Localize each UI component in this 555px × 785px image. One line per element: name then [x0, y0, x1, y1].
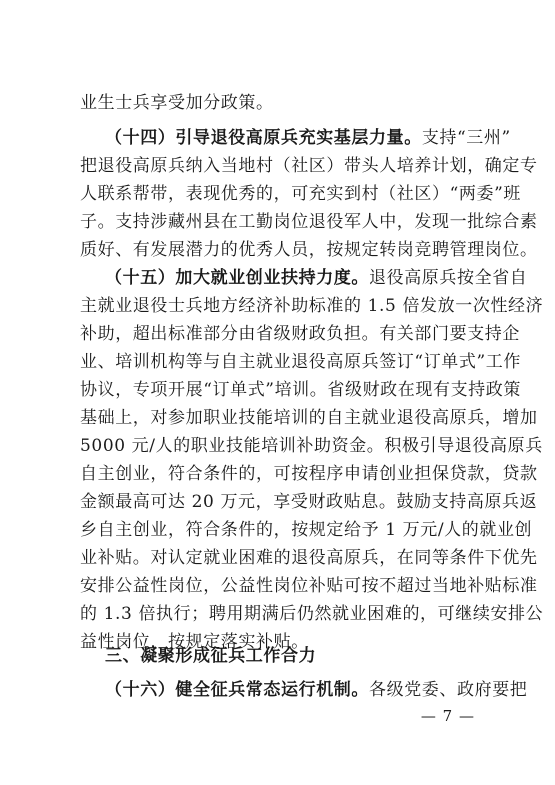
body-line — [80, 575, 538, 597]
line-text: 退役高原兵按全省自 — [369, 268, 528, 288]
line-text: 益性岗位，按规定落实补贴。 — [80, 632, 309, 652]
line-text: 业补贴。对认定就业困难的退役高原兵，在同等条件下优先 — [80, 548, 538, 568]
clause-16-first-line — [105, 679, 528, 701]
line-text: 各级党委、政府要把 — [369, 680, 528, 700]
body-line — [80, 519, 533, 541]
line-text: 质好、有发展潜力的优秀人员，按规定转岗竞聘管理岗位。 — [80, 240, 538, 260]
clause-16-heading: （十六）健全征兵常态运行机制。 — [105, 680, 369, 700]
line-text: 业、培训机构等与自主就业退役高原兵签订“订单式”工作 — [80, 352, 521, 372]
line-text: 基础上，对参加职业技能培训的自主就业退役高原兵，增加 — [80, 408, 538, 428]
body-line — [80, 295, 544, 317]
clause-15-first-line — [105, 267, 528, 289]
line-text: 乡自主创业，符合条件的，按规定给予 1 万元/人的就业创 — [80, 520, 533, 540]
line-text: 子。支持涉藏州县在工勤岗位退役军人中，发现一批综合素 — [80, 212, 538, 232]
page-number: — 7 — — [420, 707, 475, 725]
clause-14-first-line — [105, 127, 511, 149]
body-line — [80, 547, 538, 569]
line-text: 支持“三州” — [421, 128, 511, 148]
body-line — [80, 463, 538, 485]
line-text: 5000 元/人的职业技能培训补助资金。积极引导退役高原兵 — [80, 436, 543, 456]
line-text: 补助，超出标准部分由省级财政负担。有关部门要支持企 — [80, 324, 520, 344]
clause-15-heading: （十五）加大就业创业扶持力度。 — [105, 268, 369, 288]
body-line — [80, 323, 520, 345]
body-line — [80, 435, 543, 457]
body-line — [80, 183, 521, 205]
body-line — [80, 239, 538, 261]
body-line — [80, 92, 480, 114]
line-text: 人联系帮带，表现优秀的，可充实到村（社区）“两委”班 — [80, 184, 521, 204]
body-line — [80, 155, 538, 177]
section-heading: 三、凝聚形成征兵工作合力 — [105, 646, 317, 666]
line-text: 把退役高原兵纳入当地村（社区）带头人培养计划，确定专 — [80, 156, 538, 176]
clause-14-heading: （十四）引导退役高原兵充实基层力量。 — [105, 128, 422, 148]
line-text: 主就业退役士兵地方经济补助标准的 1.5 倍发放一次性经济 — [80, 296, 544, 316]
line-text: 的 1.3 倍执行；聘用期满后仍然就业困难的，可继续安排公 — [80, 604, 544, 624]
body-line — [80, 491, 538, 513]
body-line — [80, 211, 538, 233]
body-line — [80, 407, 538, 429]
body-line — [80, 351, 521, 373]
line-text: 金额最高可达 20 万元，享受财政贴息。鼓励支持高原兵返 — [80, 492, 538, 512]
body-line — [80, 379, 521, 401]
line-text: 安排公益性岗位，公益性岗位补贴可按不超过当地补贴标准 — [80, 576, 538, 596]
line-text: 业生士兵享受加分政策。 — [80, 93, 274, 113]
line-text: 协议，专项开展“订单式”培训。省级财政在现有支持政策 — [80, 380, 521, 400]
line-text: 自主创业，符合条件的，可按程序申请创业担保贷款，贷款 — [80, 464, 538, 484]
body-line — [80, 603, 544, 625]
